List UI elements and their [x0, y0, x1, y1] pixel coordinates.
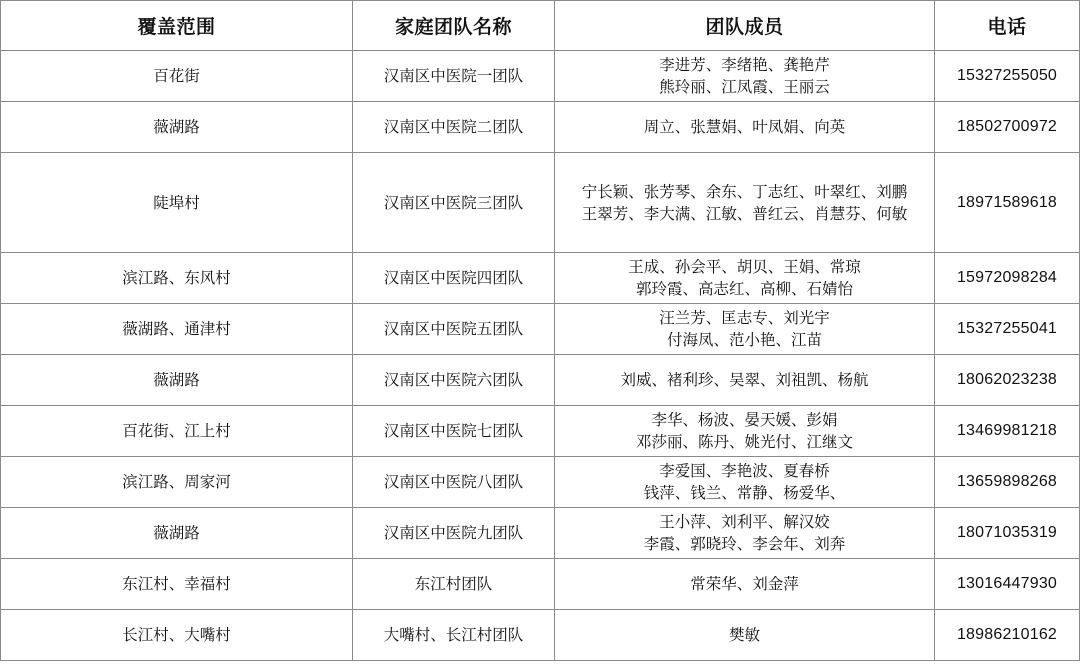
- header-team-name: 家庭团队名称: [353, 1, 555, 51]
- members-line: 常荣华、刘金萍: [690, 575, 799, 593]
- team-name-cell: 汉南区中医院六团队: [353, 355, 555, 406]
- table-row: [1, 508, 1080, 559]
- coverage-area-cell: 滨江路、周家河: [1, 457, 353, 508]
- header-phone: 电话: [935, 1, 1080, 51]
- team-members-cell: [555, 559, 935, 610]
- table-row: [1, 102, 1080, 153]
- header-row: [1, 1, 1080, 51]
- team-members-cell: [555, 355, 935, 406]
- team-name-cell: 东江村团队: [353, 559, 555, 610]
- table-row: [1, 355, 1080, 406]
- table-row: [1, 304, 1080, 355]
- members-line: 李霞、郭晓玲、李会年、刘奔: [643, 535, 846, 553]
- phone-cell: 15327255041: [935, 304, 1080, 355]
- coverage-area-cell: 滨江路、东风村: [1, 253, 353, 304]
- team-members-cell: [555, 304, 935, 355]
- table-row: [1, 406, 1080, 457]
- members-line: 汪兰芳、匡志专、刘光宇: [659, 309, 830, 327]
- table-row: [1, 253, 1080, 304]
- table-row: [1, 610, 1080, 661]
- coverage-area-cell: 薇湖路: [1, 102, 353, 153]
- members-line: 付海凤、范小艳、江苗: [666, 331, 822, 349]
- team-name-cell: 汉南区中医院八团队: [353, 457, 555, 508]
- table-row: [1, 51, 1080, 102]
- team-name-cell: 汉南区中医院五团队: [353, 304, 555, 355]
- team-name-cell: 汉南区中医院四团队: [353, 253, 555, 304]
- phone-cell: 18502700972: [935, 102, 1080, 153]
- header-team-members: 团队成员: [555, 1, 935, 51]
- team-members-cell: [555, 457, 935, 508]
- members-line: 熊玲丽、江凤霞、王丽云: [659, 78, 830, 96]
- phone-cell: 13469981218: [935, 406, 1080, 457]
- members-line: 王小萍、刘利平、解汉姣: [659, 513, 830, 531]
- table-row: [1, 559, 1080, 610]
- members-line: 刘威、褚利珍、吴翠、刘祖凯、杨航: [620, 371, 869, 389]
- table-row: [1, 457, 1080, 508]
- members-line: 王成、孙会平、胡贝、王娟、常琼: [628, 258, 861, 276]
- team-members-cell: [555, 610, 935, 661]
- coverage-area-cell: 东江村、幸福村: [1, 559, 353, 610]
- members-line: 李爱国、李艳波、夏春桥: [659, 462, 830, 480]
- coverage-area-cell: 薇湖路: [1, 508, 353, 559]
- team-members-cell: [555, 51, 935, 102]
- team-members-cell: [555, 102, 935, 153]
- phone-cell: 18986210162: [935, 610, 1080, 661]
- team-name-cell: 大嘴村、长江村团队: [353, 610, 555, 661]
- team-members-cell: [555, 508, 935, 559]
- members-line: 宁长颖、张芳琴、余东、丁志红、叶翠红、刘鹏: [581, 182, 908, 201]
- members-line: 李华、杨波、晏天媛、彭娟: [651, 411, 838, 429]
- phone-cell: 13659898268: [935, 457, 1080, 508]
- coverage-area-cell: 薇湖路: [1, 355, 353, 406]
- members-line: 周立、张慧娟、叶凤娟、向英: [643, 118, 846, 136]
- coverage-area-cell: 薇湖路、通津村: [1, 304, 353, 355]
- members-line: 郭玲霞、高志红、高柳、石婧怡: [635, 280, 853, 298]
- members-line: 樊敏: [728, 626, 760, 644]
- team-name-cell: 汉南区中医院一团队: [353, 51, 555, 102]
- coverage-area-cell: 百花街、江上村: [1, 406, 353, 457]
- members-line: 钱萍、钱兰、常静、杨爱华、: [643, 484, 846, 502]
- header-coverage-area: 覆盖范围: [1, 1, 353, 51]
- phone-cell: 18971589618: [935, 153, 1080, 253]
- phone-cell: 18071035319: [935, 508, 1080, 559]
- phone-cell: 13016447930: [935, 559, 1080, 610]
- team-name-cell: 汉南区中医院三团队: [353, 153, 555, 253]
- team-name-cell: 汉南区中医院七团队: [353, 406, 555, 457]
- table-row: [1, 153, 1080, 253]
- team-members-cell: [555, 253, 935, 304]
- members-line: 邓莎丽、陈丹、姚光付、江继文: [635, 433, 853, 451]
- coverage-area-cell: 陡埠村: [1, 153, 353, 253]
- team-members-cell: [555, 406, 935, 457]
- phone-cell: 18062023238: [935, 355, 1080, 406]
- coverage-area-cell: 百花街: [1, 51, 353, 102]
- members-line: 王翠芳、李大满、江敏、普红云、肖慧芬、何敏: [581, 204, 908, 223]
- phone-cell: 15327255050: [935, 51, 1080, 102]
- team-name-cell: 汉南区中医院九团队: [353, 508, 555, 559]
- team-members-cell: [555, 153, 935, 253]
- members-line: 李进芳、李绪艳、龚艳芹: [659, 56, 830, 74]
- coverage-area-cell: 长江村、大嘴村: [1, 610, 353, 661]
- phone-cell: 15972098284: [935, 253, 1080, 304]
- team-name-cell: 汉南区中医院二团队: [353, 102, 555, 153]
